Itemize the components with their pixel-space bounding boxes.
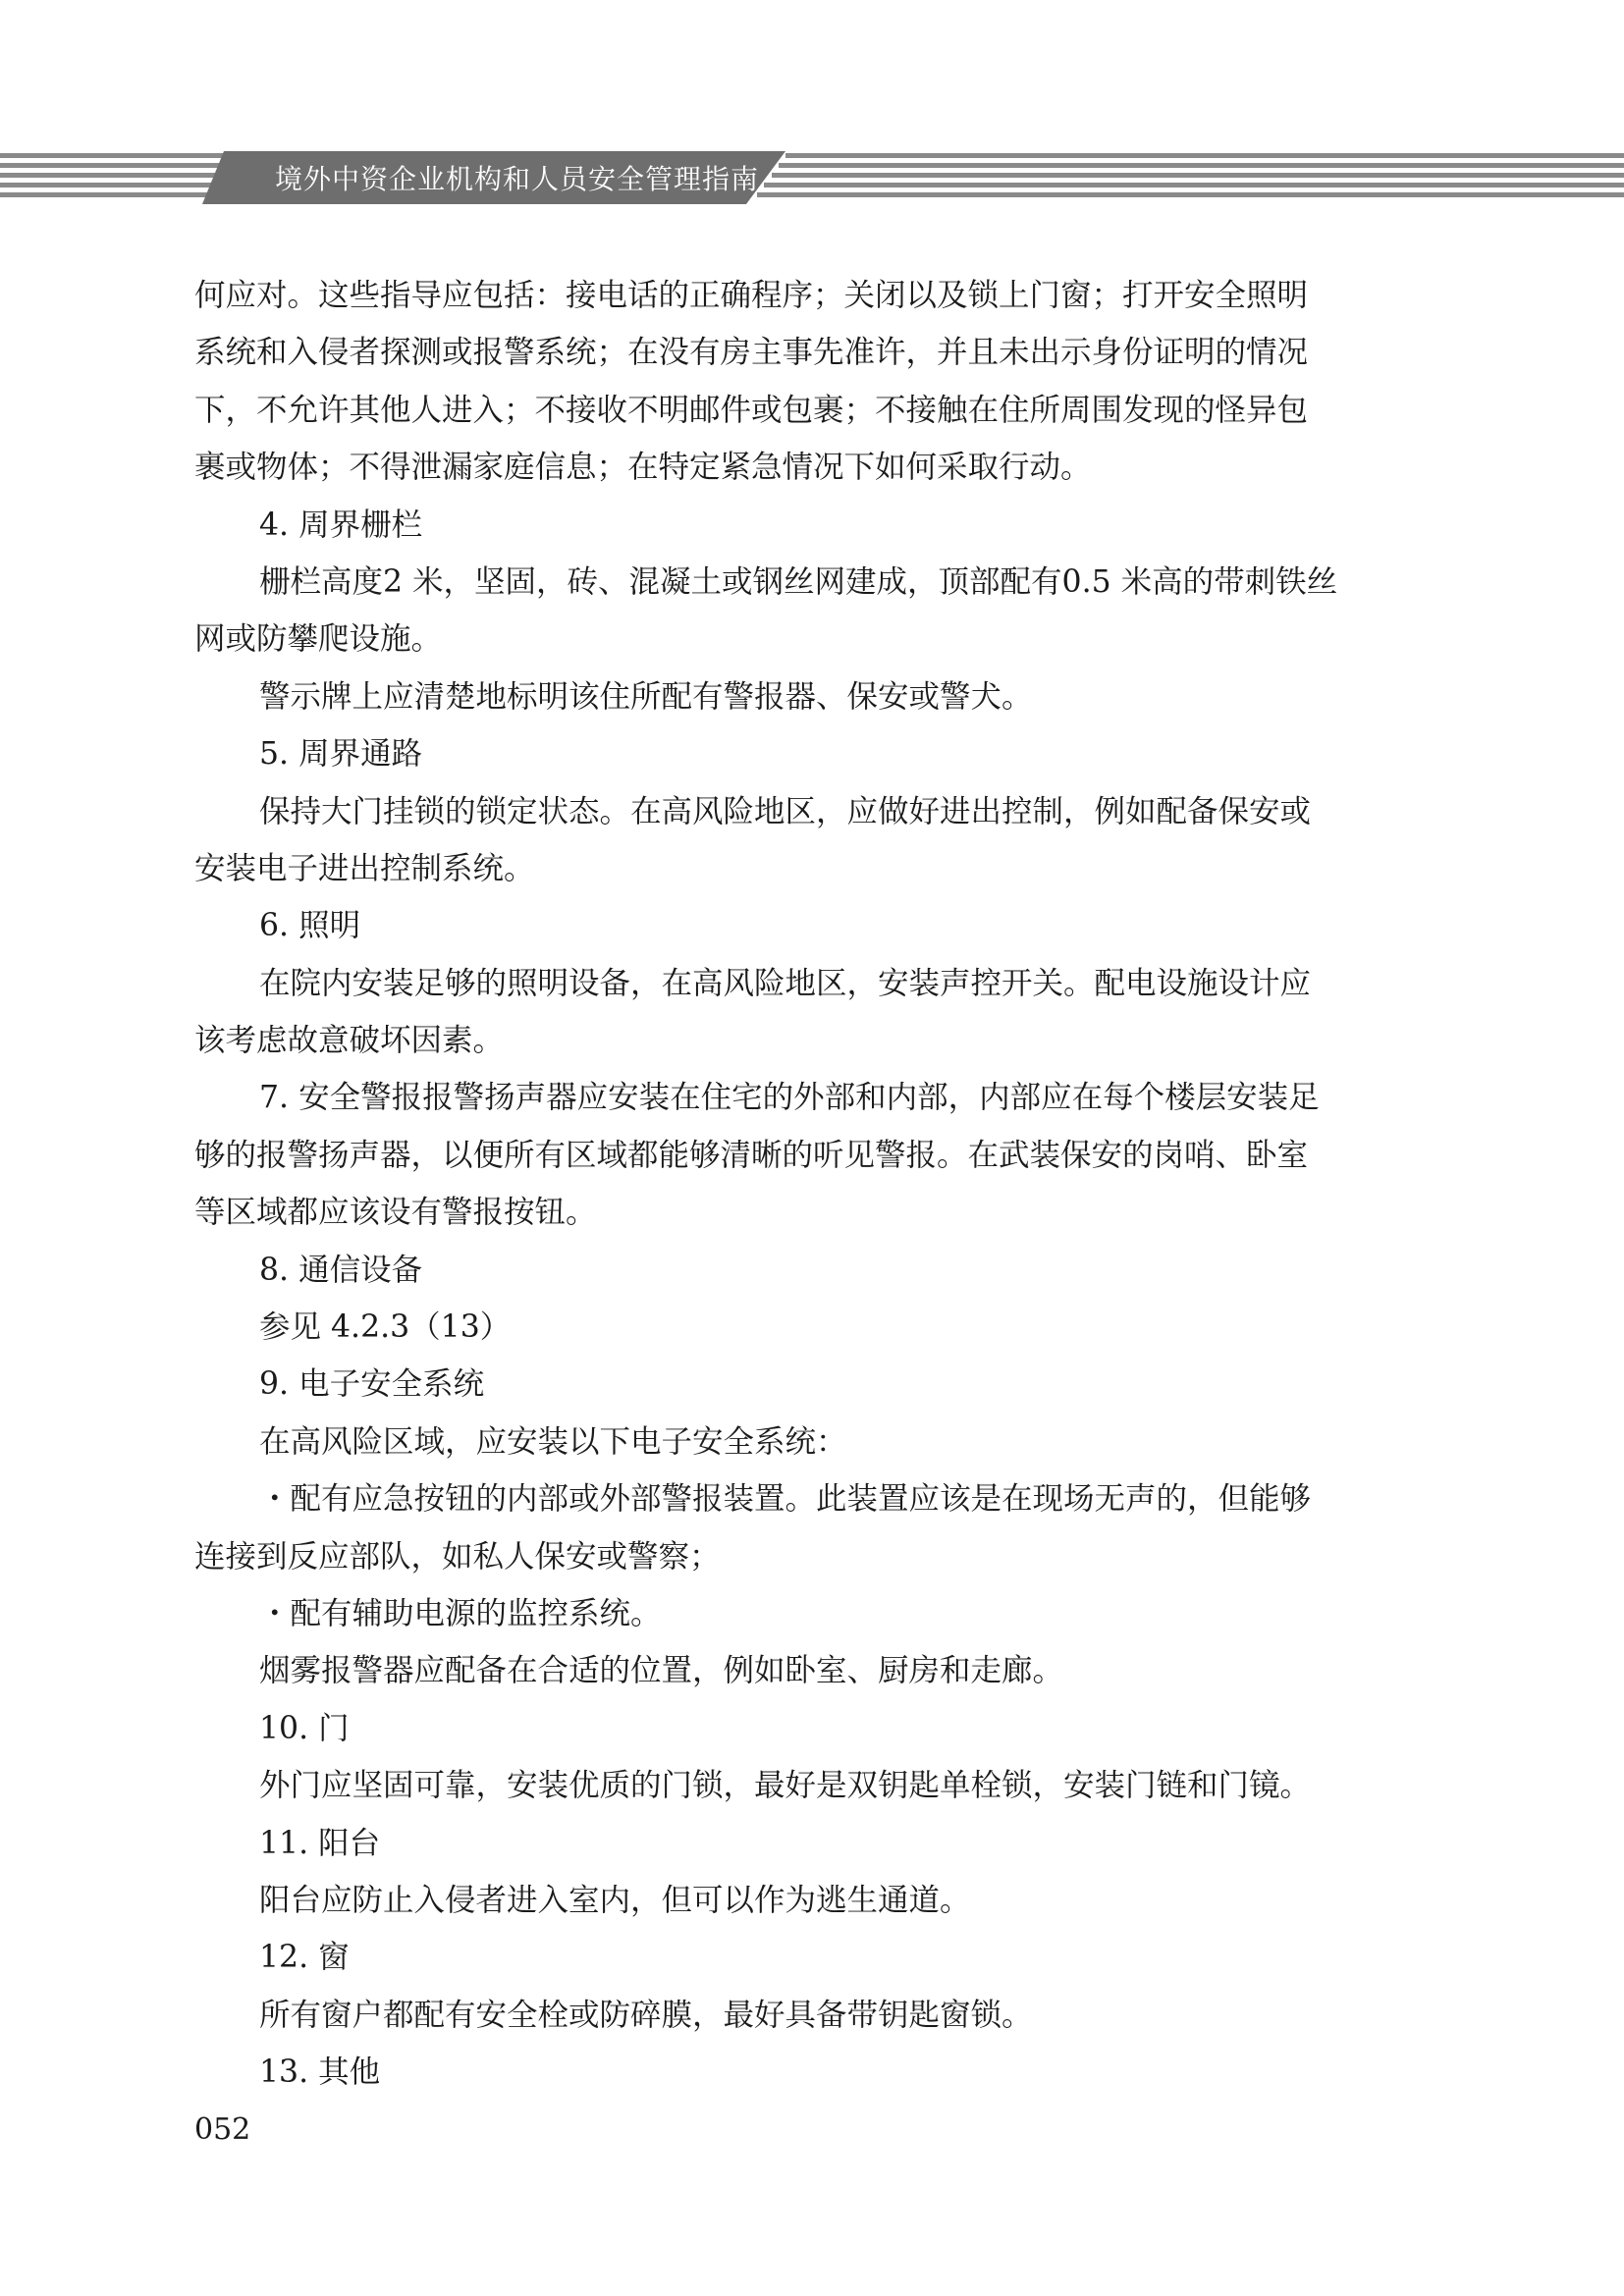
text-line: 系统和入侵者探测或报警系统；在没有房主事先准许，并且未出示身份证明的情况: [194, 335, 1309, 371]
text-line: 8. 通信设备: [259, 1252, 423, 1288]
text-line: 6. 照明: [259, 908, 361, 944]
running-header-title: 境外中资企业机构和人员安全管理指南: [275, 163, 760, 195]
text-line: 裹或物体；不得泄漏家庭信息；在特定紧急情况下如何采取行动。: [194, 450, 1092, 486]
text-line: ・配有应急按钮的内部或外部警报装置。此装置应该是在现场无声的，但能够: [259, 1481, 1312, 1518]
text-line: 5. 周界通路: [259, 736, 423, 773]
text-line: 安装电子进出控制系统。: [194, 850, 535, 886]
text-line: 7. 安全警报报警扬声器应安装在住宅的外部和内部，内部应在每个楼层安装足: [259, 1080, 1320, 1116]
text-line: 够的报警扬声器，以便所有区域都能够清晰的听见警报。在武装保安的岗哨、卧室: [194, 1137, 1309, 1173]
text-line: ・配有辅助电源的监控系统。: [259, 1595, 662, 1631]
text-line: 等区域都应该设有警报按钮。: [194, 1195, 597, 1231]
text-line: 警示牌上应清楚地标明该住所配有警报器、保安或警犬。: [259, 678, 1033, 715]
text-line: 参见 4.2.3（13）: [259, 1309, 512, 1346]
page-number: 052: [194, 2112, 251, 2147]
text-line: 烟雾报警器应配备在合适的位置，例如卧室、厨房和走廊。: [259, 1653, 1064, 1689]
text-line: 保持大门挂锁的锁定状态。在高风险地区，应做好进出控制，例如配备保安或: [259, 793, 1312, 829]
text-line: 在院内安装足够的照明设备，在高风险地区，安装声控开关。配电设施设计应: [259, 965, 1312, 1001]
text-line: 栅栏高度2 米，坚固，砖、混凝土或钢丝网建成，顶部配有0.5 米高的带刺铁丝: [259, 563, 1338, 600]
text-line: 12. 窗: [259, 1940, 350, 1976]
text-line: 9. 电子安全系统: [259, 1366, 485, 1403]
body-text: [194, 267, 1392, 2102]
text-line: 连接到反应部队，如私人保安或警察；: [194, 1538, 721, 1575]
text-line: 何应对。这些指导应包括：接电话的正确程序；关闭以及锁上门窗；打开安全照明: [194, 278, 1309, 313]
running-header: [0, 147, 1624, 208]
text-line: 13. 其他: [259, 2055, 381, 2091]
text-line: 4. 周界栅栏: [259, 507, 423, 543]
text-line: 该考虑故意破坏因素。: [194, 1023, 505, 1059]
text-line: 11. 阳台: [259, 1825, 381, 1861]
text-line: 外门应坚固可靠，安装优质的门锁，最好是双钥匙单栓锁，安装门链和门镜。: [259, 1768, 1312, 1804]
header-stripes: [0, 147, 1624, 208]
text-line: 所有窗户都配有安全栓或防碎膜，最好具备带钥匙窗锁。: [259, 1997, 1033, 2033]
text-line: 10. 门: [259, 1710, 350, 1746]
text-line: 在高风险区域，应安装以下电子安全系统：: [259, 1423, 847, 1460]
text-line: 下，不允许其他人进入；不接收不明邮件或包裹；不接触在住所周围发现的怪异包: [194, 392, 1309, 428]
text-line: 网或防攀爬设施。: [194, 621, 443, 658]
text-line: 阳台应防止入侵者进入室内，但可以作为逃生通道。: [259, 1882, 971, 1918]
